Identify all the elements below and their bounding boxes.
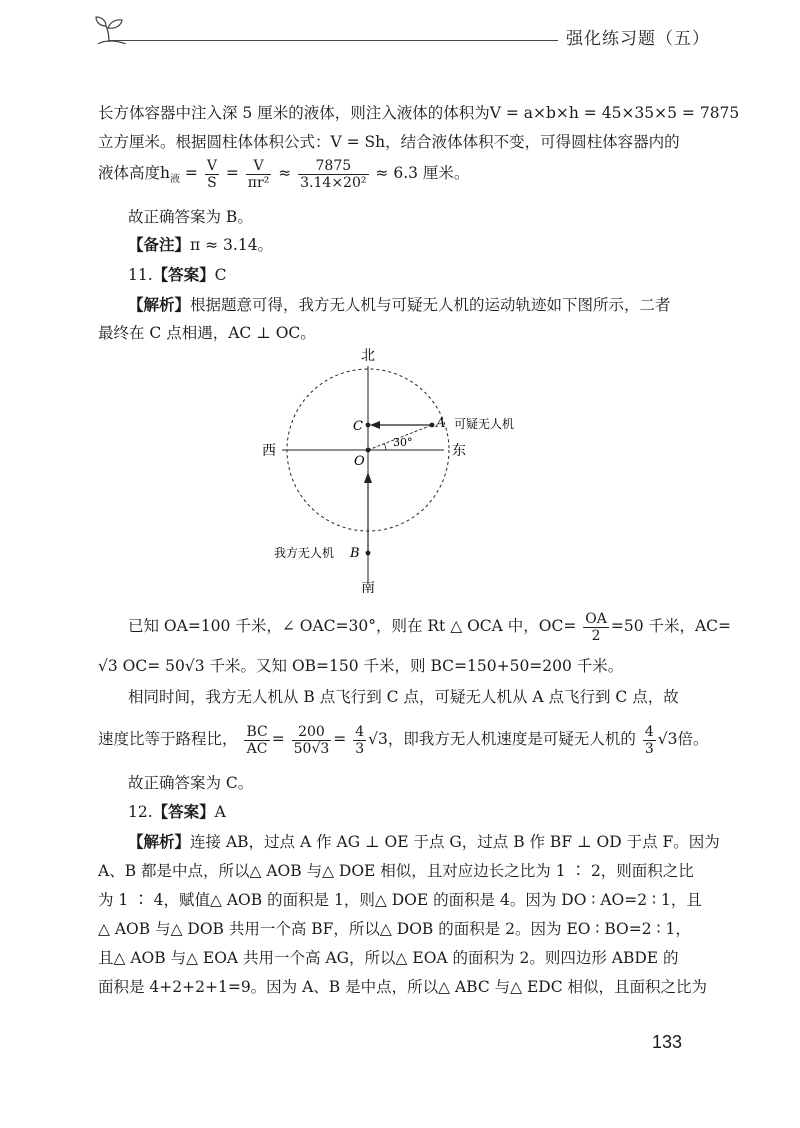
denominator: 2	[591, 627, 601, 644]
numerator: 7875	[298, 158, 368, 175]
text-line: 长方体容器中注入深 5 厘米的液体，则注入液体的体积为V = a×b×h = 45×35×5 = 7875	[98, 104, 740, 122]
text-line: △ AOB 与△ DOB 共用一个高 BF，所以△ DOB 的面积是 2。因为 EO ∶ BO=2 ∶ 1，	[98, 920, 691, 938]
analysis-text: 根据题意可得，我方无人机与可疑无人机的运动轨迹如下图所示，二者	[190, 296, 671, 314]
numerator: OA	[585, 610, 607, 627]
answer-label: 【答案】	[152, 802, 215, 821]
numerator: 4	[644, 723, 654, 740]
label-o: O	[354, 454, 365, 469]
numerator: 4	[355, 723, 365, 740]
label-west: 西	[262, 443, 276, 459]
analysis-line	[128, 294, 740, 316]
question-number: 11.	[128, 266, 153, 284]
label-b: B	[350, 546, 360, 561]
fraction	[244, 724, 269, 757]
text-fragment: =50 千米，AC=	[610, 617, 732, 635]
text-line: 立方厘米。根据圆柱体体积公式：V = Sh，结合液体体积不变，可得圆柱体容器内的	[98, 133, 680, 151]
answer-line: 故正确答案为 C。	[128, 774, 254, 792]
formula-line: 速度比等于路程比， $\frac{BC}{AC}$ = $\frac{200}{50√3}$ = $\frac{4}{3}$ √3，即我方无人机速度是可疑无人机的 $\frac{4}{3}$ √3倍。	[98, 723, 709, 757]
fraction	[292, 724, 332, 757]
question-11-answer	[128, 264, 740, 286]
numerator: V	[246, 158, 272, 175]
text-fragment: 速度比等于路程比，	[98, 730, 238, 748]
denominator: AC	[246, 740, 268, 757]
numerator: BC	[246, 723, 268, 740]
answer-label: 【答案】	[152, 265, 215, 284]
denominator: 3	[644, 740, 654, 757]
denominator: πr²	[247, 174, 270, 191]
label-south: 南	[361, 580, 375, 594]
trajectory-diagram	[260, 348, 530, 594]
denominator: 50√3	[293, 740, 330, 757]
text-line: 为 1 ∶ 4，赋值△ AOB 的面积是 1，则△ DOE 的面积是 4。因为 DO ∶ AO=2 ∶ 1，且	[98, 891, 702, 909]
numerator: 200	[292, 724, 332, 741]
fraction	[643, 724, 656, 757]
denominator: S	[207, 174, 217, 191]
label-angle: 30°	[393, 436, 413, 449]
text-fragment: =	[220, 164, 244, 182]
text-fragment: 已知 OA=100 千米，∠ OAC=30°，则在 Rt △ OCA 中，OC=	[128, 617, 577, 635]
point-o	[366, 448, 371, 453]
label-suspect: 可疑无人机	[454, 417, 515, 431]
analysis-text: 连接 AB，过点 A 作 AG ⊥ OE 于点 G，过点 B 作 BF ⊥ OD 于点 F。因为	[190, 833, 720, 851]
fraction	[298, 158, 368, 191]
analysis-label: 【解析】	[128, 832, 191, 851]
header-title: 强化练习题（五）	[566, 29, 710, 49]
analysis-line	[128, 831, 740, 853]
fraction	[353, 724, 366, 757]
fraction	[205, 158, 219, 191]
text-line: √3 OC= 50√3 千米。又知 OB=150 千米，则 BC=150+50=200 千米。	[98, 657, 624, 675]
fraction	[583, 611, 609, 644]
angle-arc	[384, 443, 386, 450]
arrowhead-suspect	[370, 421, 380, 429]
label-a: A	[436, 416, 446, 431]
answer-value: C	[214, 266, 227, 284]
subscript: 液	[169, 174, 180, 186]
label-east: 东	[452, 443, 466, 459]
formula-line	[98, 156, 710, 197]
fraction	[246, 158, 272, 191]
point-b	[366, 551, 371, 556]
text-fragment: =	[179, 164, 203, 182]
label-ours: 我方无人机	[274, 546, 335, 560]
text-line: A、B 都是中点，所以△ AOB 与△ DOE 相似，且对应边长之比为 1 ∶ 2，则面积之比	[98, 862, 694, 880]
note-text: π ≈ 3.14。	[190, 236, 274, 254]
denominator: 3.14×20²	[300, 174, 367, 191]
text-fragment: √3倍。	[657, 730, 709, 748]
denominator: 3	[355, 740, 365, 757]
point-a	[430, 423, 435, 428]
text-line: 相同时间，我方无人机从 B 点飞行到 C 点，可疑无人机从 A 点飞行到 C 点，故	[128, 688, 679, 706]
note-label: 【备注】	[128, 235, 191, 254]
page-number: 133	[652, 1032, 683, 1052]
text-line: 最终在 C 点相遇，AC ⊥ OC。	[98, 324, 316, 342]
label-c: C	[353, 419, 363, 434]
text-fragment: √3，即我方无人机速度是可疑无人机的	[368, 730, 636, 748]
analysis-label: 【解析】	[128, 295, 191, 314]
numerator: V	[206, 157, 217, 174]
answer-line: 故正确答案为 B。	[128, 208, 253, 226]
text-fragment: ≈	[273, 164, 297, 182]
header-rule	[108, 40, 558, 41]
answer-value: A	[214, 803, 226, 821]
text-line: 且△ AOB 与△ EOA 共用一个高 AG，所以△ EOA 的面积为 2。则四边形 ABDE 的	[98, 949, 679, 967]
label-north: 北	[361, 348, 375, 364]
text-fragment: ≈ 6.3 厘米。	[370, 164, 470, 182]
point-c	[366, 423, 371, 428]
text-line: 面积是 4+2+2+1=9。因为 A、B 是中点，所以△ ABC 与△ EDC 相似，且面积之比为	[98, 978, 708, 996]
text-fragment: 液体高度h	[98, 164, 170, 182]
note-line	[128, 234, 740, 256]
question-12-answer	[128, 801, 740, 823]
arrowhead-ours	[364, 472, 372, 483]
formula-line	[128, 606, 740, 646]
question-number: 12.	[128, 803, 153, 821]
